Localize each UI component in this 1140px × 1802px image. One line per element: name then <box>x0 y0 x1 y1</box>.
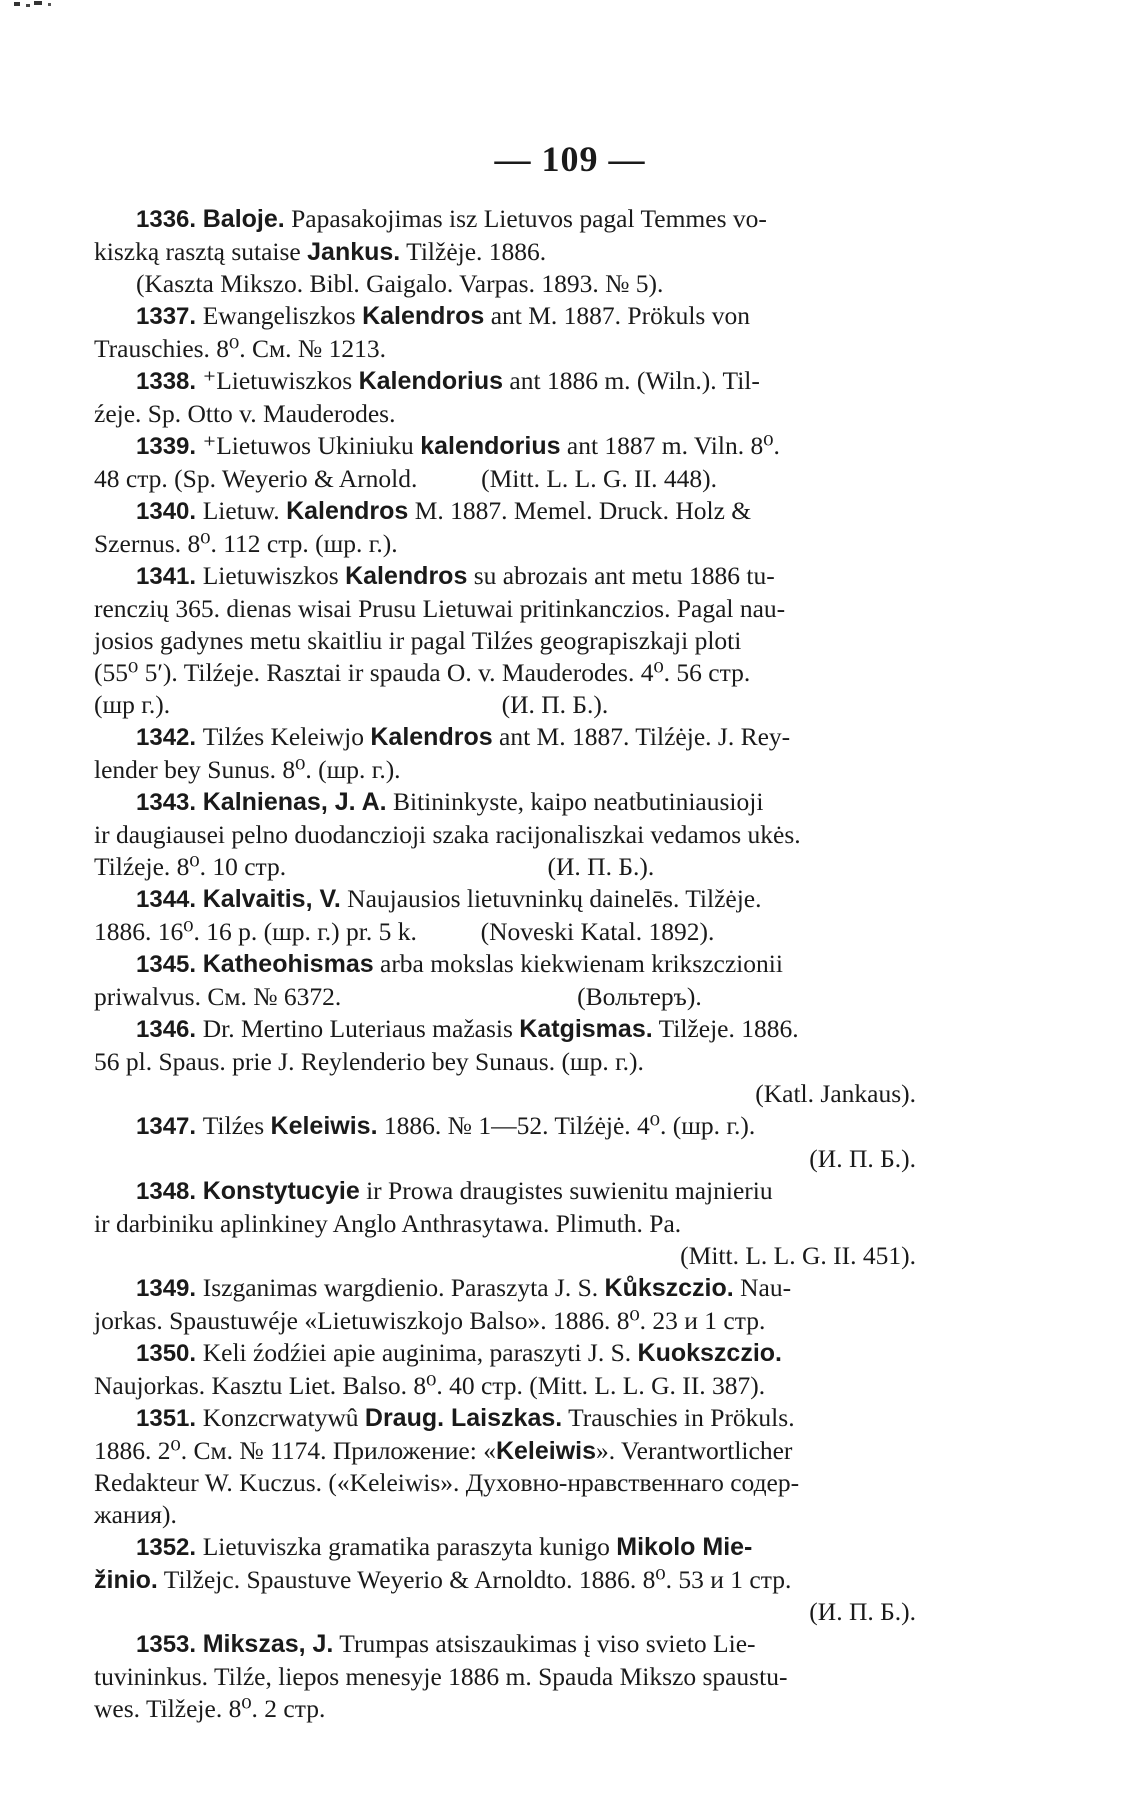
entry-line <box>94 1435 916 1467</box>
entry-line <box>94 1143 916 1175</box>
entry-text: Redakteur W. Kuczus. («Keleiwis». Духовно-нравственнаго содер- <box>94 1468 800 1497</box>
entry-number: 1352. <box>136 1534 203 1561</box>
entry-line <box>94 203 916 236</box>
entry-line <box>94 398 916 430</box>
entry-line <box>94 689 916 721</box>
bibliography-entry <box>94 948 916 1013</box>
entry-text: Tilźes <box>202 1111 271 1140</box>
entry-text: ⁺Lietuwiszkos <box>202 366 359 395</box>
entry-text: Keli źodźiei apie auginima, paraszyti J. S. <box>202 1338 638 1367</box>
bibliography-entry <box>94 1531 916 1628</box>
entry-keyword: Mikolo Mie- <box>616 1533 753 1561</box>
entry-line <box>94 1272 916 1305</box>
entry-text: kiszką rasztą sutaise <box>94 237 308 266</box>
entry-text: Nau- <box>733 1273 792 1302</box>
entry-text: lender bey Sunus. 8⁰. (шр. г.). <box>94 755 401 784</box>
entry-text: ⁺Lietuwos Ukiniuku <box>202 431 421 460</box>
entry-text: ir darbiniku aplinkiney Anglo Anthrasytawa. Plimuth. Pa. <box>94 1209 682 1238</box>
entry-line <box>94 560 916 593</box>
entry-text: priwalvus. См. № 6372. (Вольтеръ). <box>94 982 702 1011</box>
entry-text: (55⁰ 5′). Tilźeje. Rasztai ir spauda O. v. Mauderodes. 4⁰. 56 стр. <box>94 658 751 687</box>
entry-line <box>94 1402 916 1435</box>
entry-line <box>94 819 916 851</box>
entry-text: Tilźes Keleiwjo <box>202 722 371 751</box>
entry-line <box>94 1564 916 1596</box>
entry-line <box>94 1240 916 1272</box>
entry-line <box>94 786 916 819</box>
entry-number: 1346. <box>136 1016 203 1043</box>
entry-line <box>94 495 916 528</box>
bibliography-entry <box>94 721 916 786</box>
entry-text: 48 стр. (Sp. Weyerio & Arnold. (Mitt. L. L. G. II. 448). <box>94 464 717 493</box>
entry-text: (И. П. Б.). <box>809 1144 916 1173</box>
entry-text: Naujorkas. Kasztu Liet. Balso. 8⁰. 40 стр. (Mitt. L. L. G. II. 387). <box>94 1371 766 1400</box>
entry-line <box>94 268 916 300</box>
entry-text: tuvininkus. Tilźe, liepos menesyje 1886 m. Spauda Mikszo spaustu- <box>94 1662 788 1691</box>
entry-text: Bitininkyste, kaipo neatbutiniausioji <box>386 787 764 816</box>
entry-text: Tilžeje. 1886. <box>652 1014 799 1043</box>
entry-text: ant 1887 m. Viln. 8⁰. <box>560 431 780 460</box>
entry-keyword: Konstytucyie <box>202 1177 360 1205</box>
bibliography-entry <box>94 1272 916 1337</box>
entry-text: 56 pl. Spaus. prie J. Reylenderio bey Sunaus. (шр. г.). <box>94 1047 644 1076</box>
entry-number: 1337. <box>136 303 203 330</box>
entry-line <box>94 1661 916 1693</box>
entry-keyword: Keleiwis <box>495 1437 597 1465</box>
entry-text: Tilžėje. 1886. <box>400 237 547 266</box>
entry-keyword: Kalendorius <box>358 367 504 395</box>
bibliography-entry <box>94 365 916 430</box>
entry-text: (Katl. Jankaus). <box>755 1079 916 1108</box>
entry-text: ». Verantwortlicher <box>596 1436 793 1465</box>
print-specks <box>0 0 120 14</box>
entry-number: 1339. <box>136 433 203 460</box>
entry-line <box>94 1531 916 1564</box>
entry-keyword: Kuokszczio. <box>637 1339 783 1367</box>
entry-text: renczių 365. dienas wisai Prusu Lietuwai pritinkanczios. Pagal nau- <box>94 594 786 623</box>
entry-text: su abrozais ant metu 1886 tu- <box>467 561 775 590</box>
bibliography-entry <box>94 1110 916 1175</box>
entry-text: (Kaszta Mikszo. Bibl. Gaigalo. Varpas. 1893. № 5). <box>136 269 664 298</box>
entry-text: Lietuwiszkos <box>202 561 346 590</box>
entry-keyword: kalendorius <box>420 432 561 460</box>
bibliography-entry <box>94 786 916 883</box>
entry-number: 1348. <box>136 1178 203 1205</box>
entry-line <box>94 1013 916 1046</box>
entry-text: 1886. 2⁰. См. № 1174. Приложение: « <box>94 1436 496 1465</box>
bibliography-entry <box>94 1175 916 1272</box>
entry-line <box>94 754 916 786</box>
entry-text: Trumpas atsiszaukimas į viso svieto Lie- <box>333 1629 756 1658</box>
entry-text: wes. Tilžeje. 8⁰. 2 стр. <box>94 1694 326 1723</box>
entry-text: Tilžejc. Spaustuve Weyerio & Arnoldto. 1886. 8⁰. 53 и 1 стр. <box>157 1565 792 1594</box>
entry-keyword: Kalnienas, J. A. <box>202 788 387 816</box>
entry-line <box>94 365 916 398</box>
entry-line <box>94 1078 916 1110</box>
entry-text: Trauschies in Prökuls. <box>562 1403 795 1432</box>
entry-text: (И. П. Б.). <box>809 1597 916 1626</box>
entry-keyword: Katgismas. <box>519 1015 653 1043</box>
entry-text: ant M. 1887. Tilźėje. J. Rey- <box>492 722 791 751</box>
entry-text: Szernus. 8⁰. 112 стр. (шр. г.). <box>94 529 398 558</box>
entry-text: Lietuviszka gramatika paraszyta kunigo <box>202 1532 617 1561</box>
entry-line <box>94 916 916 948</box>
entry-number: 1351. <box>136 1405 203 1432</box>
entry-keyword: Kalendros <box>286 497 409 525</box>
entry-line <box>94 657 916 689</box>
entry-keyword: Kůkszczio. <box>604 1274 734 1302</box>
entry-line <box>94 1628 916 1661</box>
entry-text: źeje. Sp. Otto v. Mauderodes. <box>94 399 396 428</box>
entry-line <box>94 528 916 560</box>
entry-text: Trauschies. 8⁰. См. № 1213. <box>94 334 387 363</box>
entry-text: Konzcrwatywû <box>202 1403 365 1432</box>
bibliography-entry <box>94 1402 916 1531</box>
entry-text: Naujausios lietuvninkų dainelēs. Tilžėje. <box>340 884 762 913</box>
entry-line <box>94 300 916 333</box>
entry-keyword: Kalendros <box>370 723 493 751</box>
page-number: — 109 — <box>494 139 646 179</box>
entry-line <box>94 593 916 625</box>
entry-text: jorkas. Spaustuwéje «Lietuwiszkojo Balso». 1886. 8⁰. 23 и 1 стр. <box>94 1306 766 1335</box>
entry-text: Ewangeliszkos <box>202 301 363 330</box>
entry-line <box>94 1175 916 1208</box>
bibliography-entry <box>94 495 916 560</box>
entry-line <box>94 1693 916 1725</box>
entry-text: ant 1886 m. (Wiln.). Til- <box>503 366 760 395</box>
bibliography-entry <box>94 1628 916 1725</box>
entry-text: M. 1887. Memel. Druck. Holz & <box>408 496 752 525</box>
entry-text: Iszganimas wargdienio. Paraszyta J. S. <box>202 1273 605 1302</box>
bibliography-entry <box>94 1013 916 1110</box>
entry-number: 1340. <box>136 498 203 525</box>
entry-line <box>94 1499 916 1531</box>
entry-line <box>94 1596 916 1628</box>
entry-keyword: Baloje. <box>202 205 285 233</box>
bibliography-entry <box>94 203 916 300</box>
entry-line <box>94 981 916 1013</box>
entry-text: Papasakojimas isz Lietuvos pagal Temmes vo- <box>284 204 767 233</box>
entry-number: 1341. <box>136 563 203 590</box>
entry-line <box>94 1110 916 1143</box>
entry-text: Tilźeje. 8⁰. 10 стр. (И. П. Б.). <box>94 852 655 881</box>
entry-text: 1886. 16⁰. 16 p. (шр. г.) pr. 5 k. (Noveski Katal. 1892). <box>94 917 715 946</box>
bibliography-entries <box>94 203 916 1725</box>
entry-line <box>94 883 916 916</box>
entry-line <box>94 1467 916 1499</box>
entry-line <box>94 625 916 657</box>
entry-line <box>94 1337 916 1370</box>
entry-line <box>94 1305 916 1337</box>
entry-text: ant M. 1887. Prökuls von <box>484 301 750 330</box>
entry-line <box>94 851 916 883</box>
entry-line <box>94 1208 916 1240</box>
entry-line <box>94 463 916 495</box>
entry-line <box>94 721 916 754</box>
entry-line <box>94 1046 916 1078</box>
entry-number: 1345. <box>136 951 203 978</box>
entry-text: Lietuw. <box>202 496 287 525</box>
entry-keyword: Katheohismas <box>202 950 374 978</box>
entry-keyword: Mikszas, J. <box>202 1630 334 1658</box>
bibliography-entry <box>94 1337 916 1402</box>
entry-text: josios gadynes metu skaitliu ir pagal Tilźes geograpiszkaji ploti <box>94 626 742 655</box>
entry-keyword: Jankus. <box>307 238 401 266</box>
entry-number: 1344. <box>136 886 203 913</box>
entry-keyword: Kalvaitis, V. <box>202 885 341 913</box>
entry-keyword: Keleiwis. <box>270 1112 378 1140</box>
entry-number: 1343. <box>136 789 203 816</box>
entry-number: 1336. <box>136 206 203 233</box>
entry-line <box>94 1370 916 1402</box>
entry-line <box>94 948 916 981</box>
entry-number: 1349. <box>136 1275 203 1302</box>
entry-text: (шр г.). (И. П. Б.). <box>94 690 609 719</box>
entry-text: Dr. Mertino Luteriaus mažasis <box>202 1014 520 1043</box>
entry-number: 1338. <box>136 368 203 395</box>
entry-line <box>94 236 916 268</box>
entry-line <box>94 333 916 365</box>
entry-number: 1350. <box>136 1340 203 1367</box>
entry-text: arba mokslas kiekwienam krikszczionii <box>373 949 783 978</box>
bibliography-entry <box>94 300 916 365</box>
entry-number: 1347. <box>136 1113 203 1140</box>
bibliography-entry <box>94 430 916 495</box>
entry-number: 1353. <box>136 1631 203 1658</box>
entry-text: 1886. № 1—52. Tilźėjė. 4⁰. (шр. г.). <box>377 1111 756 1140</box>
entry-line <box>94 430 916 463</box>
entry-keyword: Draug. Laiszkas. <box>364 1404 563 1432</box>
bibliography-entry <box>94 560 916 721</box>
entry-number: 1342. <box>136 724 203 751</box>
entry-keyword: Kalendros <box>362 302 485 330</box>
entry-keyword: Kalendros <box>345 562 468 590</box>
entry-keyword: žinio. <box>94 1566 158 1594</box>
entry-text: жания). <box>94 1500 177 1529</box>
entry-text: ir Prowa draugistes suwienitu majnieriu <box>359 1176 773 1205</box>
entry-text: (Mitt. L. L. G. II. 451). <box>680 1241 916 1270</box>
entry-text: ir daugiausei pelno duodanczioji szaka racijonaliszkai vedamos ukės. <box>94 820 801 849</box>
bibliography-entry <box>94 883 916 948</box>
